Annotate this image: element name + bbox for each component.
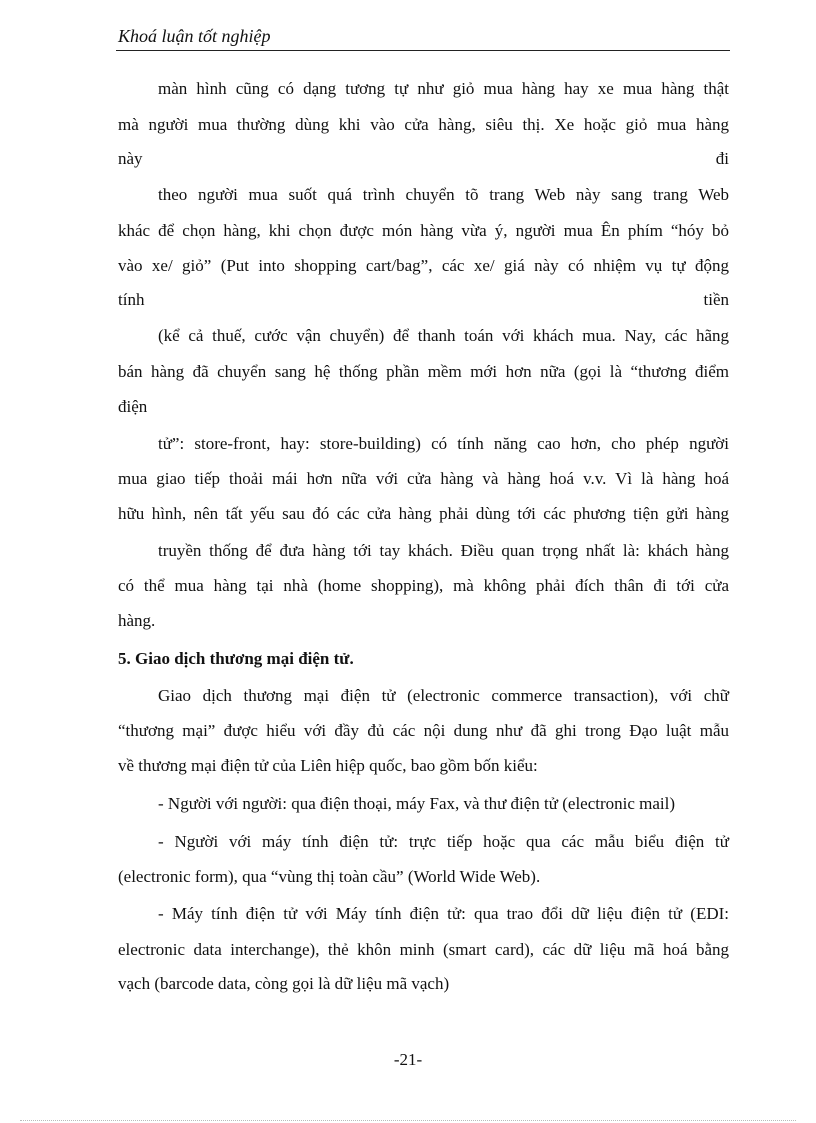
paragraph-line: bán hàng đã chuyển sang hệ thống phần mềm mới hơn nữa (gọi là “thương điểm	[118, 362, 729, 381]
paragraph-line: về thương mại điện tử của Liên hiệp quốc, bao gồm bốn kiểu:	[118, 756, 538, 775]
paragraph-line: hữu hình, nên tất yếu sau đó các cửa hàng phải dùng tới các phương tiện gửi hàng	[118, 504, 729, 523]
paragraph-line: “thương mại” được hiểu với đầy đủ các nội dung như đã ghi trong Đạo luật mẫu	[118, 721, 729, 740]
paragraph-line: (kể cả thuế, cước vận chuyển) để thanh toán với khách mua. Nay, các hãng	[158, 326, 729, 345]
paragraph-line: khác để chọn hàng, khi chọn được món hàng vừa ý, người mua Ên phím “hóy bỏ	[118, 221, 729, 240]
paragraph-line: vào xe/ giỏ” (Put into shopping cart/bag”, các xe/ giá này có nhiệm vụ tự động	[118, 256, 729, 275]
paragraph-line-split	[118, 289, 729, 311]
page-bottom-border	[20, 1120, 796, 1121]
line-end-word: tiền	[703, 290, 729, 309]
header-divider	[116, 50, 730, 51]
paragraph-line: mà người mua thường dùng khi vào cửa hàng, siêu thị. Xe hoặc giỏ mua hàng	[118, 115, 729, 134]
bullet-continuation: (electronic form), qua “vùng thị toàn cầu” (World Wide Web).	[118, 867, 541, 886]
bullet-continuation: vạch (barcode data, còng gọi là dữ liệu mã vạch)	[118, 974, 450, 993]
paragraph-line: có thể mua hàng tại nhà (home shopping), mà không phải đích thân đi tới cửa	[118, 576, 729, 595]
paragraph-line: tử”: store-front, hay: store-building) có tính năng cao hơn, cho phép người	[158, 434, 729, 453]
section-heading: 5. Giao dịch thương mại điện tử.	[118, 649, 354, 668]
line-start-word: này	[118, 149, 143, 168]
line-start-word: tính	[118, 290, 145, 309]
bullet-item: - Máy tính điện tử với Máy tính điện tử: qua trao đổi dữ liệu điện tử (EDI:	[158, 904, 729, 923]
running-header: Khoá luận tốt nghiệp	[118, 26, 271, 46]
paragraph-line: mua giao tiếp thoải mái hơn nữa với cửa hàng và hàng hoá v.v. Vì là hàng hoá	[118, 469, 729, 488]
paragraph-line: truyền thống để đưa hàng tới tay khách. Điều quan trọng nhất là: khách hàng	[158, 541, 729, 560]
bullet-continuation: electronic data interchange), thẻ khôn minh (smart card), các dữ liệu mã hoá bằng	[118, 940, 729, 959]
paragraph-line: điện	[118, 397, 148, 416]
paragraph-line-split	[118, 148, 729, 170]
page-number: -21-	[393, 1050, 423, 1069]
paragraph-line: theo người mua suốt quá trình chuyển tõ trang Web này sang trang Web	[158, 185, 729, 204]
bullet-item: - Người với máy tính điện tử: trực tiếp hoặc qua các mẫu biểu điện tử	[158, 832, 729, 851]
paragraph-line: màn hình cũng có dạng tương tự như giỏ mua hàng hay xe mua hàng thật	[158, 79, 729, 98]
line-end-word: đi	[715, 149, 729, 168]
paragraph-line: hàng.	[118, 611, 156, 630]
paragraph-line: Giao dịch thương mại điện tử (electronic commerce transaction), với chữ	[158, 686, 729, 705]
bullet-item: - Người với người: qua điện thoại, máy Fax, và thư điện tử (electronic mail)	[158, 794, 676, 813]
